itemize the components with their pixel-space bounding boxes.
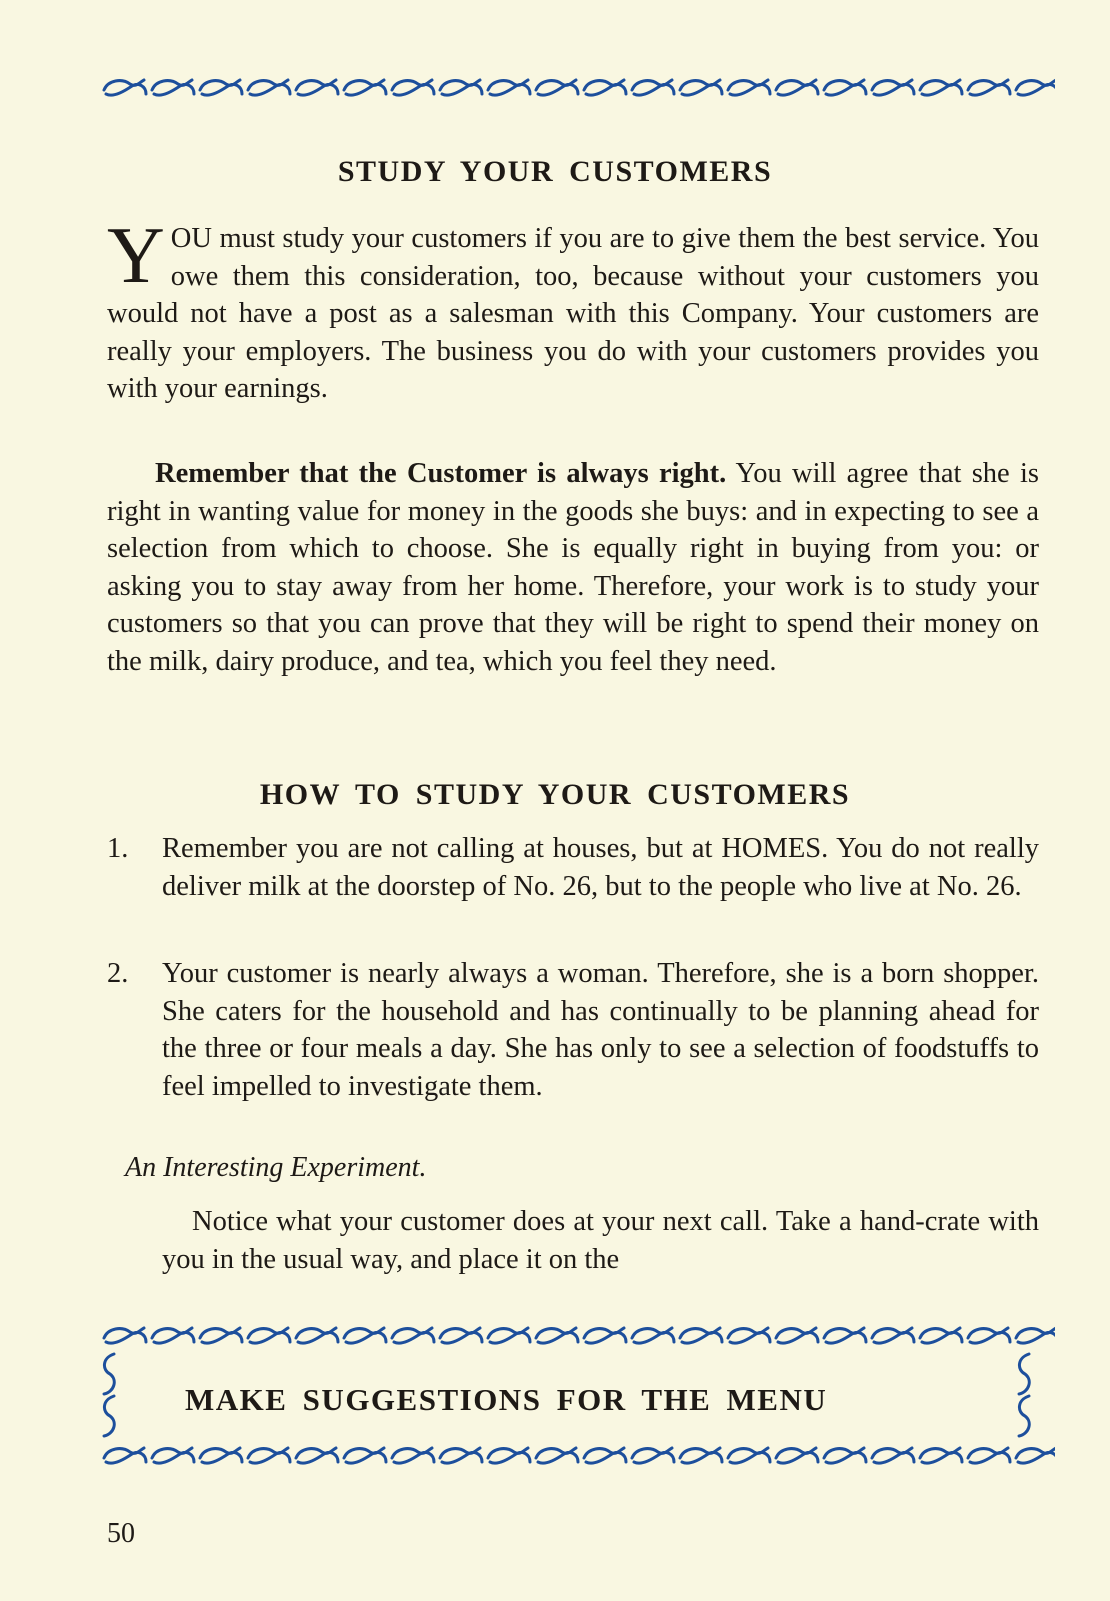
menu-suggestions-title: MAKE SUGGESTIONS FOR THE MENU [185,1382,828,1417]
page-number: 50 [107,1518,135,1549]
right-s-ornament [1015,1350,1035,1440]
s-scroll-icon [1015,1350,1035,1440]
box-bottom-ornament-border [100,1440,1055,1470]
wave-ornament-icon [100,1440,1055,1470]
wave-ornament-icon [100,72,1055,102]
experiment-paragraph: Notice what your customer does at your next call. Take a hand-crate with you in the usual way, and place it on the [162,1206,1039,1275]
experiment-subheading: An Interesting Experiment. [125,1152,427,1183]
top-ornament-border [100,72,1055,102]
list-item: 2. Your customer is nearly always a woman. Therefore, she is a born shopper. She caters for the household and has continually to be planning ahead for the three or four meals a day. She has only to see a selection of foodstuffs to feel impelled to investigate them. [107,958,1039,1102]
s-scroll-icon [100,1350,120,1440]
drop-cap: Y [107,212,165,300]
list-item: 1. Remember you are not calling at houses, but at HOMES. You do not really deliver milk at the doorstep of No. 26, but to the people who live at No. 26. [107,833,1039,902]
wave-ornament-icon [100,1320,1055,1350]
box-top-ornament-border [100,1320,1055,1350]
section-heading-how: HOW TO STUDY YOUR CUSTOMERS [259,778,851,811]
intro-paragraph: YOU must study your customers if you are to give them the best service. You owe them this consideration, too, because without your customers you would not have a post as a salesman with this Company. Your customers are really your employers. The business you do with your customers provides you with your earnings. [107,212,1040,404]
section-heading-study: STUDY YOUR CUSTOMERS [337,155,773,188]
customer-right-paragraph: Remember that the Customer is always right. You will agree that she is right in wanting value for money in the goods she buys: and in expecting to see a selection from which to choose. She is equally right in buying from you: or asking you to stay away from her home. Therefore, your work is to study your customers so that you can prove that they will be right to spend their money on the milk, dairy produce, and tea, which you feel they need. [107,458,1039,677]
left-s-ornament [100,1350,120,1440]
